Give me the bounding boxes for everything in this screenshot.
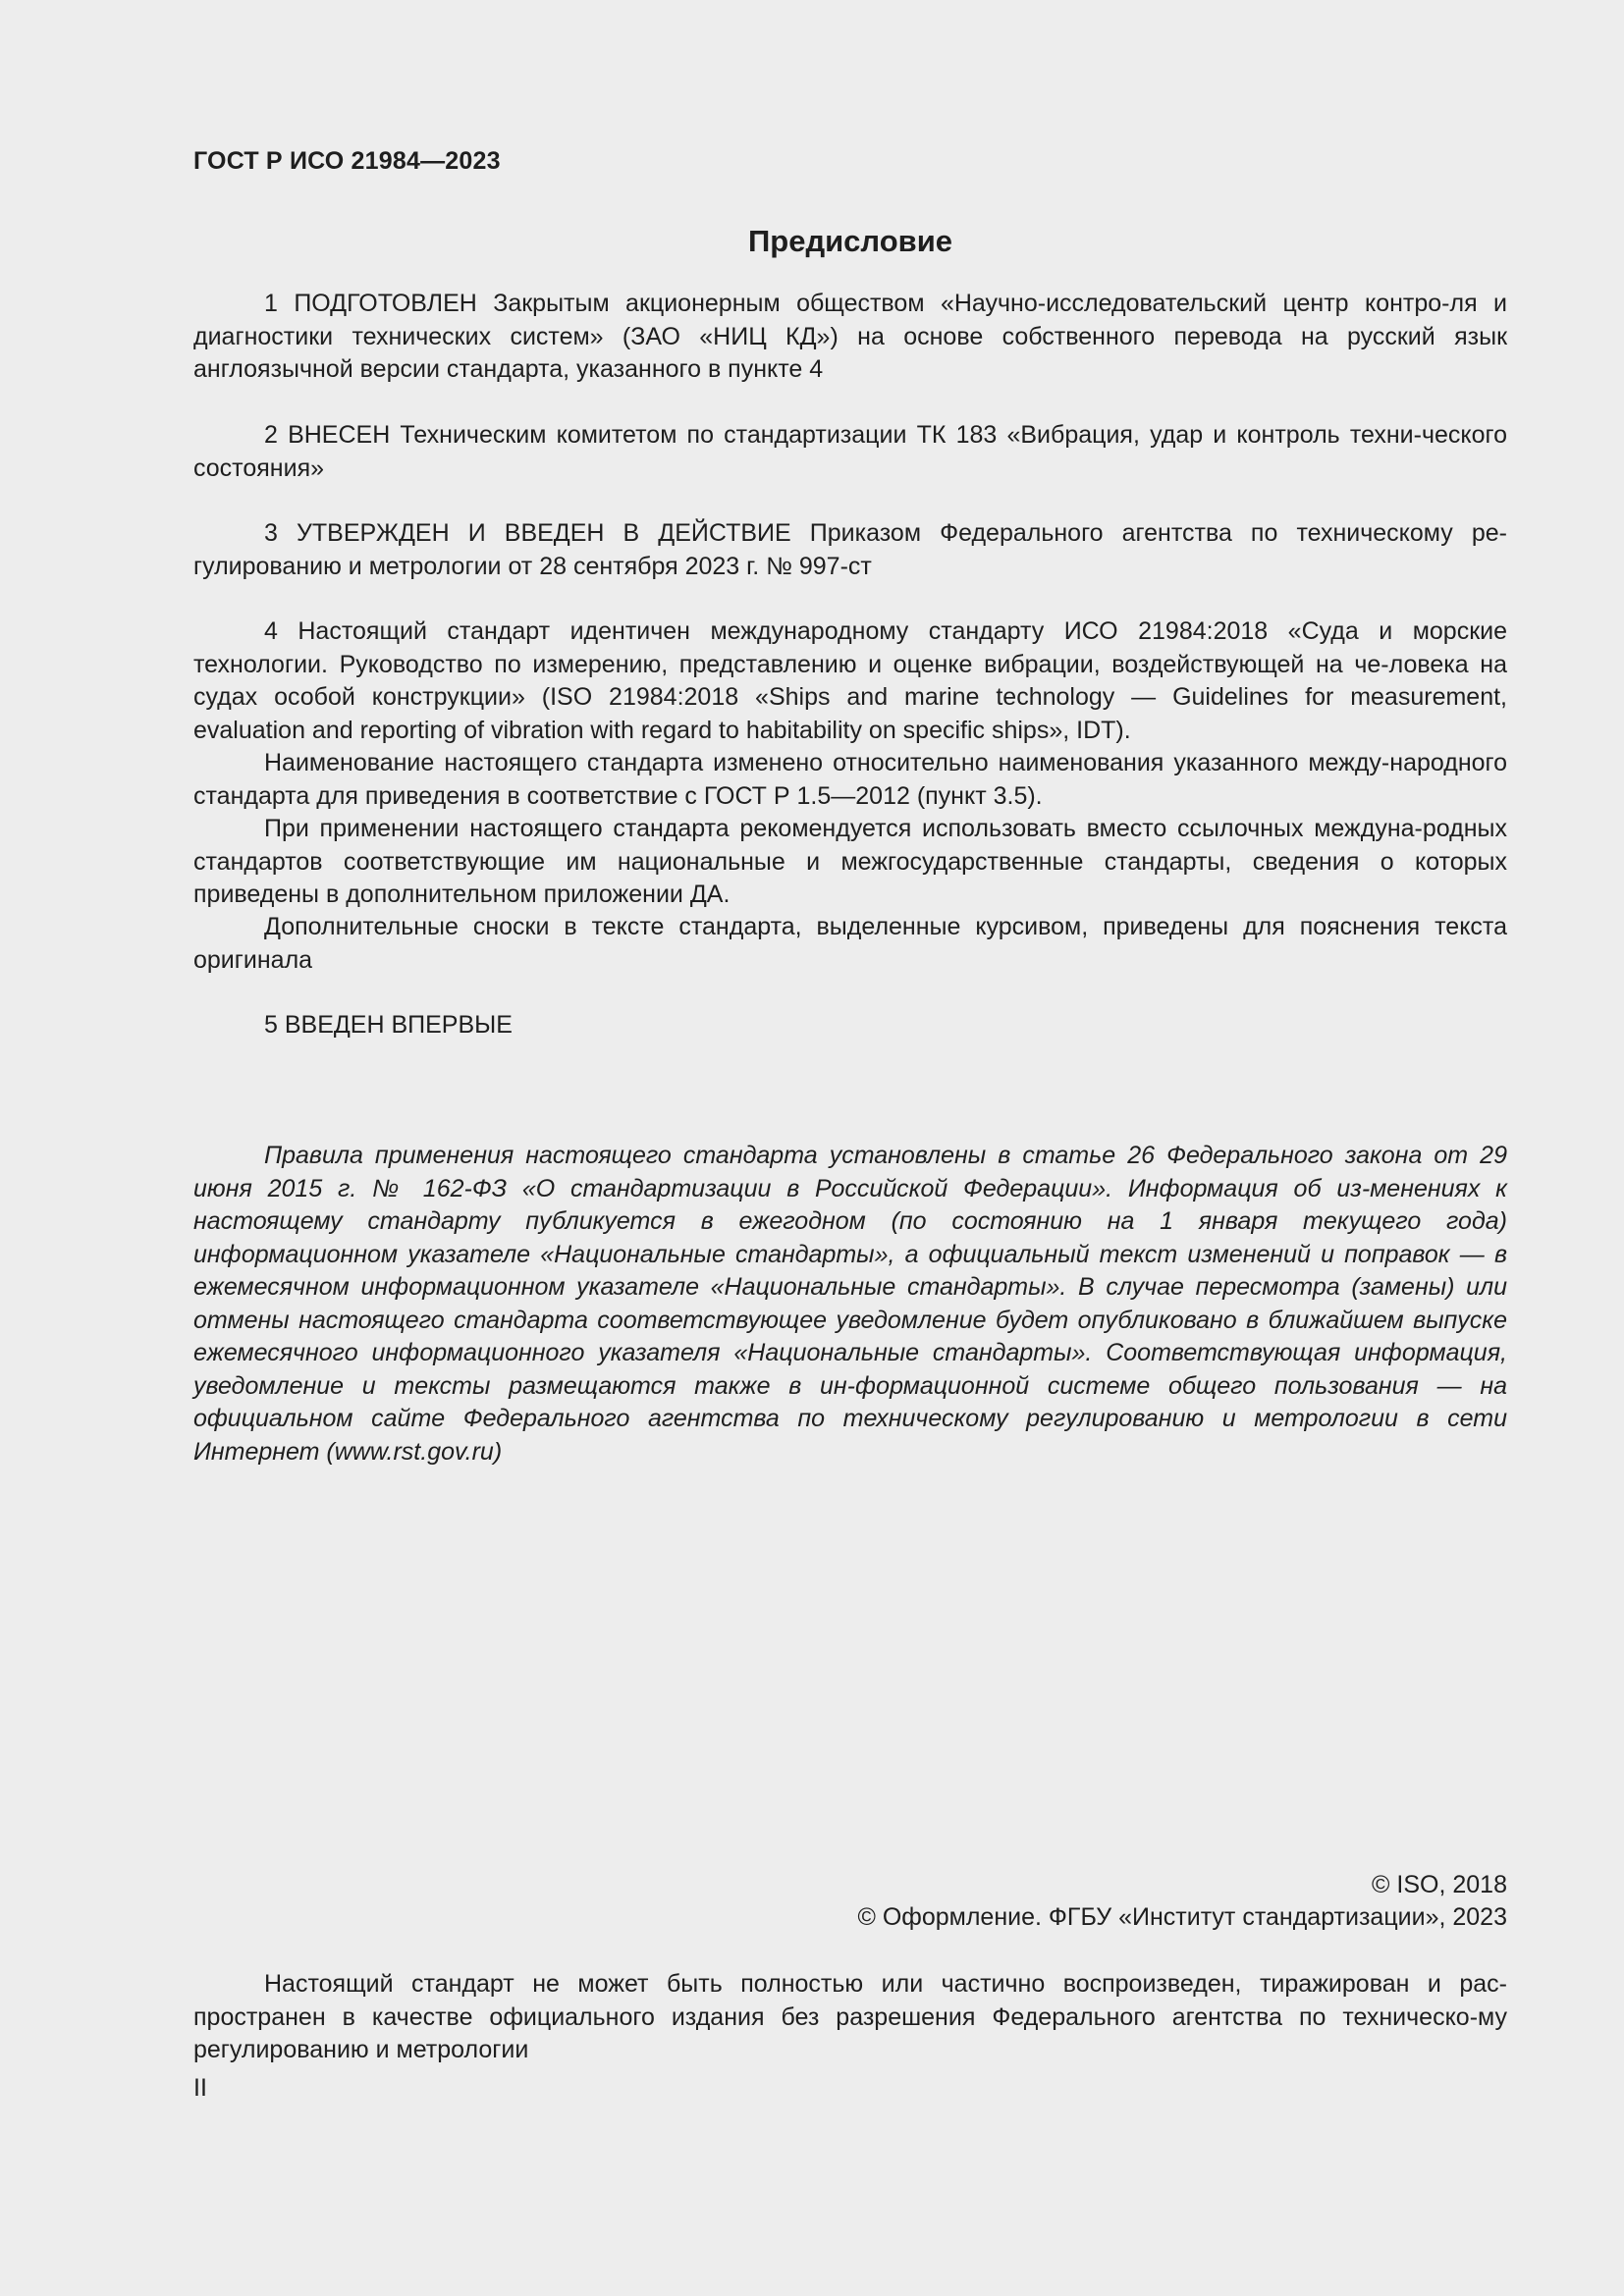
copyright-iso: © ISO, 2018 xyxy=(1372,1871,1507,1898)
paragraph-introduced: 2 ВНЕСЕН Техническим комитетом по стандартизации ТК 183 «Вибрация, удар и контроль техни-ческого состояния» xyxy=(193,421,1507,482)
document-code: ГОСТ Р ИСО 21984—2023 xyxy=(193,147,501,175)
paragraph-identical: 4 Настоящий стандарт идентичен международному стандарту ИСО 21984:2018 «Суда и морские технологии. Руководство по измерению, представлению и оценке вибрации, воздействующей на че-ловека на судах особой конструкции» (ISO 21984:2018 «Ships and marine technology — Guidelines for measurement, evaluation and reporting of vibration with regard to habitability on specific ships», IDT). xyxy=(193,617,1507,744)
foreword-title: Предисловие xyxy=(747,224,952,258)
paragraph-name-changed: Наименование настоящего стандарта изменено относительно наименования указанного между-народного стандарта для приведения в соответствие с ГОСТ Р 1.5—2012 (пункт 3.5). xyxy=(193,749,1507,810)
copyright-design: © Оформление. ФГБУ «Институт стандартизации», 2023 xyxy=(857,1903,1507,1931)
paragraph-references: При применении настоящего стандарта рекомендуется использовать вместо ссылочных междуна-родных стандартов соответствующие им национальные и межгосударственные стандарты, сведения о которых приведены в дополнительном приложении ДА. xyxy=(193,815,1507,908)
paragraph-prepared: 1 ПОДГОТОВЛЕН Закрытым акционерным обществом «Научно-исследовательский центр контро-ля и диагностики технических систем» (ЗАО «НИЦ КД») на основе собственного перевода на русский язык англоязычной версии стандарта, указанного в пункте 4 xyxy=(193,290,1507,383)
reproduction-notice: Настоящий стандарт не может быть полностью или частично воспроизведен, тиражирован и рас-пространен в качестве официального издания без разрешения Федерального агентства по техническо-му регулированию и метрологии xyxy=(193,1970,1507,2063)
paragraph-first-introduced: 5 ВВЕДЕН ВПЕРВЫЕ xyxy=(264,1011,513,1039)
paragraph-approved: 3 УТВЕРЖДЕН И ВВЕДЕН В ДЕЙСТВИЕ Приказом Федерального агентства по техническому ре-гулированию и метрологии от 28 сентября 2023 г. № 997-ст xyxy=(193,519,1507,580)
paragraph-footnotes: Дополнительные сноски в тексте стандарта, выделенные курсивом, приведены для пояснения текста оригинала xyxy=(193,913,1507,974)
paragraph-application-rules: Правила применения настоящего стандарта установлены в статье 26 Федерального закона от 29 июня 2015 г. № 162-ФЗ «О стандартизации в Российской Федерации». Информация об из-менениях к настоящему стандарту публикуется в ежегодном (по состоянию на 1 января текущего года) информационном указателе «Национальные стандарты», а официальный текст изменений и поправок — в ежемесячном информационном указателе «Национальные стандарты». В случае пересмотра (замены) или отмены настоящего стандарта соответствующее уведомление будет опубликовано в ближайшем выпуске ежемесячного информационного указателя «Национальные стандарты». Соответствующая информация, уведомление и тексты размещаются также в ин-формационной системе общего пользования — на официальном сайте Федерального агентства по техническому регулированию и метрологии в сети Интернет (www.rst.gov.ru) xyxy=(193,1142,1507,1466)
page-number: II xyxy=(193,2074,207,2102)
document-page xyxy=(193,0,1507,2296)
